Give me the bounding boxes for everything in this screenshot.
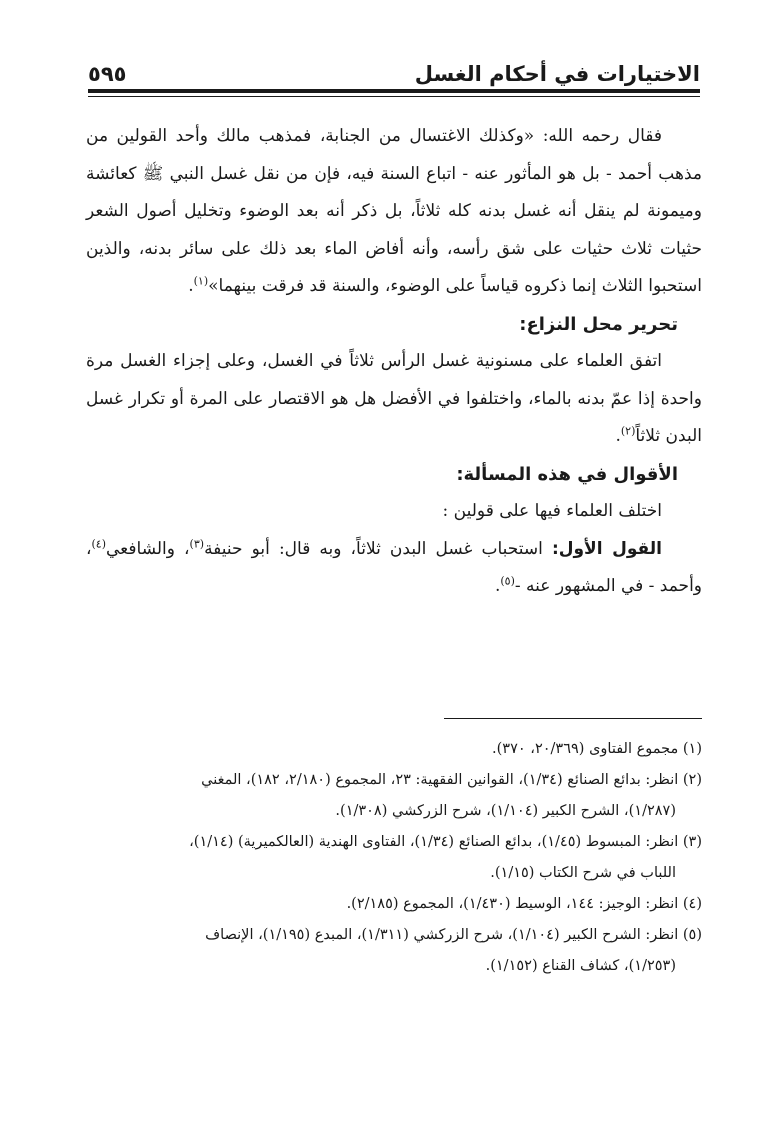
header-rule-thick bbox=[88, 89, 700, 93]
footnote-continuation: (١/٢٨٧)، الشرح الكبير (١/١٠٤)، شرح الزركشي (١/٣٠٨). bbox=[335, 803, 676, 819]
footnotes bbox=[86, 734, 702, 982]
footnote-continuation: اللباب في شرح الكتاب (١/١٥). bbox=[490, 865, 676, 881]
header-rule-thin bbox=[88, 96, 700, 97]
footnote: (٣) انظر: المبسوط (١/٤٥)، بدائع الصنائع (١/٣٤)، الفتاوى الهندية (العالكميرية) (١/١٤)، bbox=[189, 834, 702, 850]
page-number: ٥٩٥ bbox=[88, 62, 127, 86]
footnote: (٢) انظر: بدائع الصنائع (١/٣٤)، القوانين الفقهية: ٢٣، المجموع (٢/١٨٠، ١٨٢)، المغني bbox=[201, 772, 702, 788]
intro-paragraph: اختلف العلماء فيها على قولين : bbox=[442, 501, 662, 521]
quote-line: وميمونة لم ينقل أنه غسل بدنه كله ثلاثاً، بل ذكر أنه بعد الوضوء وتخليل أصول الشعر bbox=[86, 201, 702, 221]
footnote-ref: (١) bbox=[193, 274, 209, 288]
footnote-ref: (٣) bbox=[189, 536, 205, 550]
quote-line: والذين استحبوا الثلاث إنما ذكروه قياساً على الوضوء، والسنة قد فرقت بينهما» bbox=[86, 238, 702, 296]
agreement-paragraph: اتفق العلماء على مسنونية غسل الرأس ثلاثاً في الغسل، وعلى إجزاء الغسل مرة واحدة إذا عمّ بدنه بالماء، واختلفوا في الأفضل هل هو الاقتصار على المرة أو تكرار غسل البدن ثلاثاً$^{(٢)}$. bbox=[86, 351, 702, 446]
first-opinion-paragraph: القول الأول: استحباب غسل البدن ثلاثاً، وبه قال: أبو حنيفة$^{(٣)}$، والشافعي$^{(٤)}$، وأحمد - في المشهور عنه -$^{(٥)}$. bbox=[86, 536, 702, 596]
opinion-label: القول الأول: bbox=[551, 538, 662, 559]
footnote-separator bbox=[444, 718, 702, 719]
footnote: (١) مجموع الفتاوى (٢٠/٣٦٩، ٣٧٠). bbox=[492, 741, 702, 757]
section-heading: تحرير محل النزاع: bbox=[519, 313, 678, 335]
section-heading: الأقوال في هذه المسألة: bbox=[456, 463, 678, 485]
footnote-ref: (٥) bbox=[500, 574, 515, 588]
footnote: (٤) انظر: الوجيز: ١٤٤، الوسيط (١/٤٣٠)، المجموع (٢/١٨٥). bbox=[346, 896, 702, 912]
footnote: (٥) انظر: الشرح الكبير (١/١٠٤)، شرح الزركشي (١/٣١١)، المبدع (١/١٩٥)، الإنصاف bbox=[205, 927, 702, 943]
quote-line: حثيات ثلاث حثيات على شق رأسه، وأنه أفاض الماء بعد ذلك على سائر بدنه، bbox=[138, 238, 703, 259]
quote-paragraph: فقال رحمه الله: «وكذلك الاغتسال من الجنابة، فمذهب مالك وأحد القولين من مذهب أحمد - بل هو المأثور عنه - اتباع السنة فيه، فإن من نقل غسل النبي ﷺ كعائشة وميمونة لم ينقل أنه غسل بدنه كله ثلاثاً، بل ذكر أنه بعد الوضوء وتخليل أصول الشعر حثيات ثلاث حثيات على شق رأسه، وأنه أفاض الماء بعد ذلك على سائر بدنه، والذين استحبوا الثلاث إنما ذكروه قياساً على الوضوء، والسنة قد فرقت بينهما»$^{(١)}$. bbox=[86, 126, 703, 296]
running-title: الاختيارات في أحكام الغسل bbox=[414, 62, 700, 86]
main-text bbox=[86, 118, 702, 606]
running-header bbox=[88, 58, 700, 88]
footnote-ref: (٤) bbox=[91, 536, 107, 550]
quote-line: مذهب أحمد - بل هو المأثور عنه - اتباع السنة فيه، فإن من نقل غسل النبي ﷺ كعائشة bbox=[86, 163, 702, 184]
quote-line: فقال رحمه الله: «وكذلك الاغتسال من الجنابة، فمذهب مالك وأحد القولين من bbox=[86, 126, 662, 146]
footnote-continuation: (١/٢٥٣)، كشاف القناع (١/١٥٢). bbox=[485, 958, 676, 974]
footnote-ref: (٢) bbox=[620, 424, 636, 438]
